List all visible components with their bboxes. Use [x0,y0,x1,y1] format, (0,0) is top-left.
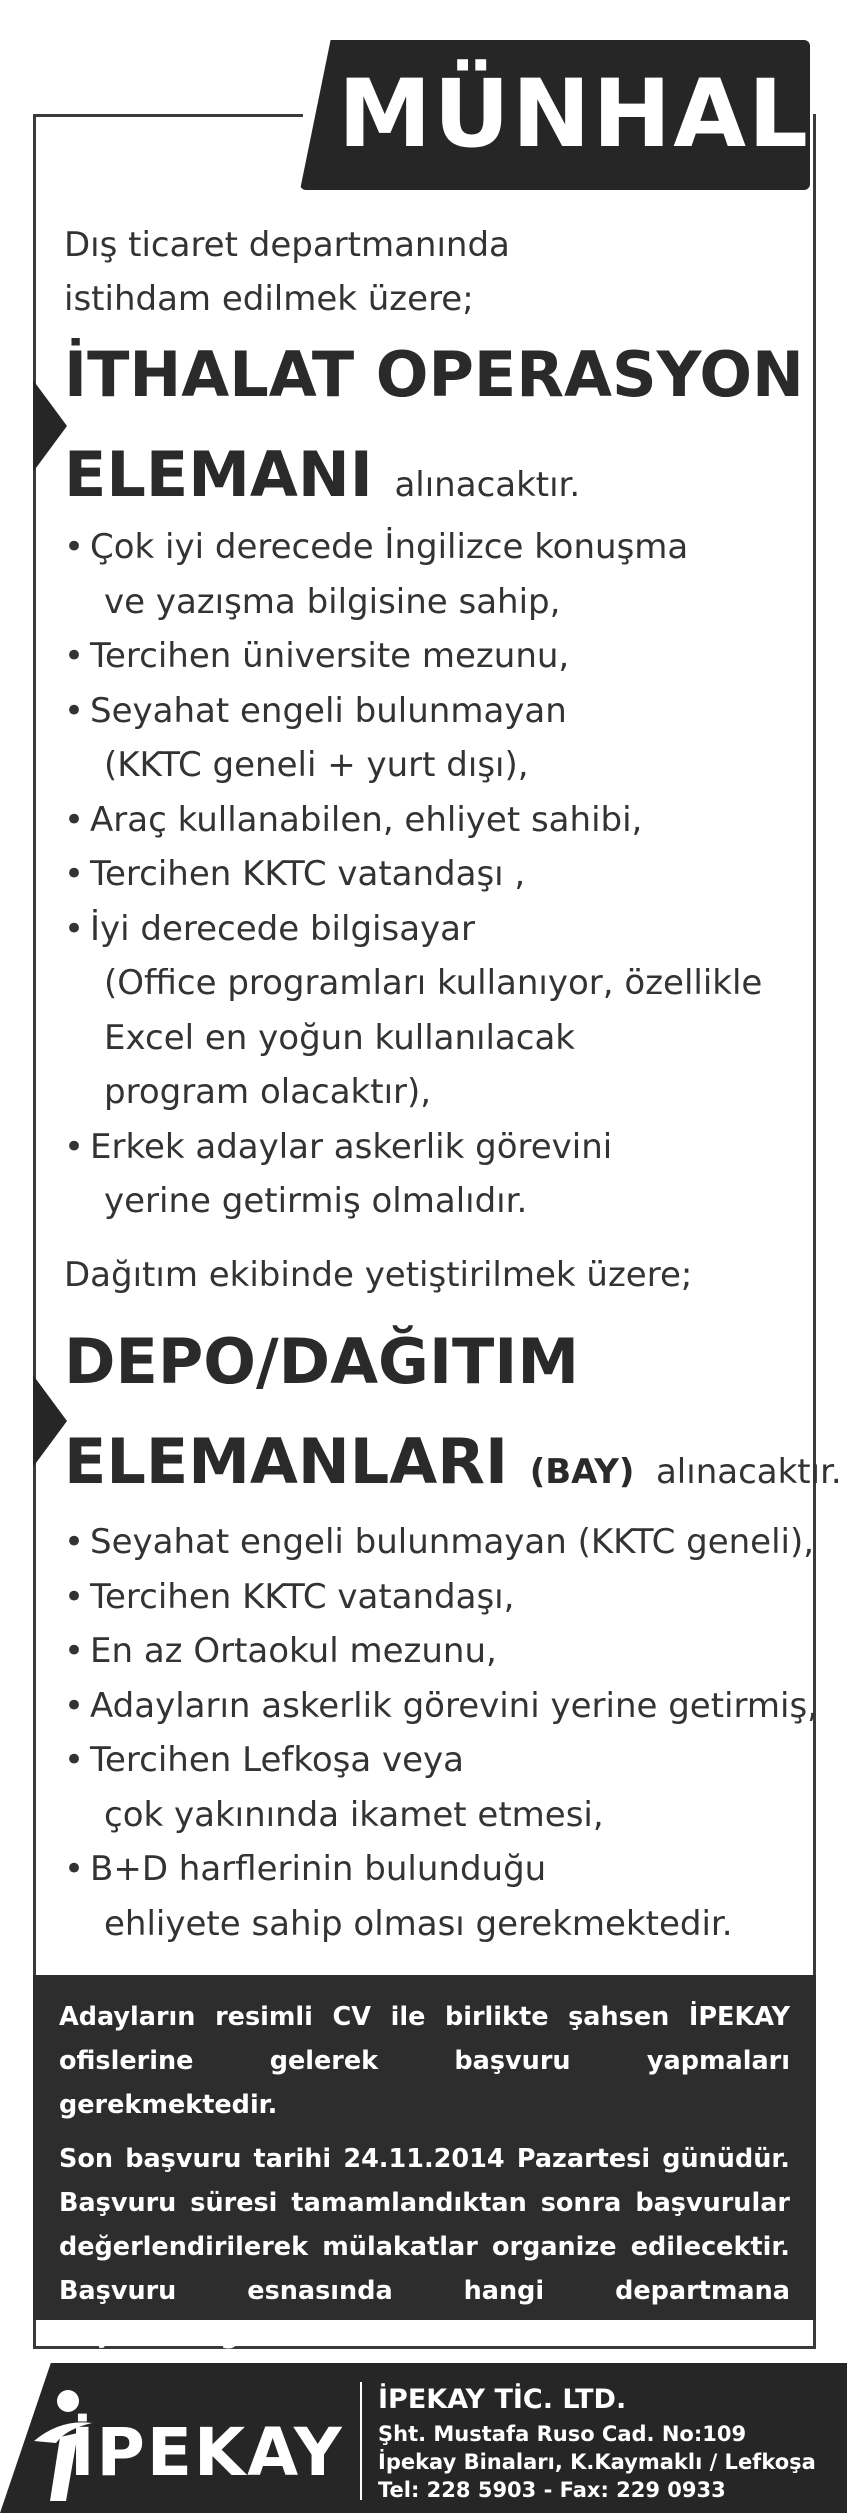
job2-intro: Dağıtım ekibinde yetiştirilmek üzere; [64,1255,693,1295]
job1-title-main: ELEMANI [64,438,373,511]
list-item: • Adayların askerlik görevini yerine getirmiş, [60,1679,818,1734]
list-item: • İyi derecede bilgisayar (Office programları kullanıyor, özellikle Excel en yoğun kullanılacak program olacaktır), [60,902,762,1120]
list-item: • En az Ortaokul mezunu, [60,1624,818,1679]
job1-intro [64,218,510,326]
job1-title-suffix: alınacaktır. [394,465,581,505]
page-title: MÜNHAL [338,60,810,169]
job1-title-line2 [64,425,580,535]
list-item: • Erkek adaylar askerlik görevini yerine getirmiş olmalıdır. [60,1120,762,1229]
job2-title-tag: (BAY) [529,1452,635,1492]
company-name: İPEKAY TİC. LTD. [378,2384,627,2415]
notice-paragraph-2: Son başvuru tarihi 24.11.2014 Pazartesi günüdür. Başvuru süresi tamamlandıktan sonra başvurular değerlendirilerek mülakatlar organize edilecektir. Başvuru esnasında hangi departmana başvurulduğu belirtilecektir. [59,2144,790,2350]
list-item: • Tercihen KKTC vatandaşı, [60,1570,818,1625]
company-address-line1: Şht. Mustafa Ruso Cad. No:109 [378,2422,747,2446]
company-contact: Tel: 228 5903 - Fax: 229 0933 [378,2478,726,2502]
job2-title-line2 [64,1412,842,1522]
logo-wordmark: İPEKAY [70,2414,344,2491]
list-item: • Seyahat engeli bulunmayan (KKTC geneli + yurt dışı), [60,684,762,793]
list-item: • Seyahat engeli bulunmayan (KKTC geneli), [60,1515,818,1570]
list-item: • Tercihen üniversite mezunu, [60,629,762,684]
list-item: • Araç kullanabilen, ehliyet sahibi, [60,793,762,848]
application-notice [33,1975,816,2350]
job2-title-line1: DEPO/DAĞITIM [64,1325,580,1398]
job1-requirements-list [60,520,762,1229]
job1-title-line1: İTHALAT OPERASYON [64,338,804,411]
job1-intro-line2: istihdam edilmek üzere; [64,279,474,319]
footer-divider [360,2382,362,2500]
frame-top-border [33,114,303,117]
section-marker-arrow [33,1375,67,1467]
list-item: • Tercihen KKTC vatandaşı , [60,847,762,902]
job1-intro-line1: Dış ticaret departmanında [64,225,510,265]
section-marker-arrow [33,380,67,472]
list-item: • B+D harflerinin bulunduğu ehliyete sahip olması gerekmektedir. [60,1842,818,1951]
job2-requirements-list [60,1515,818,1951]
job2-title-suffix: alınacaktır. [655,1452,842,1492]
job2-title-main: ELEMANLARI [64,1425,509,1498]
list-item: • Çok iyi derecede İngilizce konuşma ve yazışma bilgisine sahip, [60,520,762,629]
list-item: • Tercihen Lefkoşa veya çok yakınında ikamet etmesi, [60,1733,818,1842]
notice-paragraph-1: Adayların resimli CV ile birlikte şahsen İPEKAY ofislerine gelerek başvuru yapmaları gerekmektedir. [59,2002,790,2120]
company-info [378,2380,816,2504]
company-address-line2: İpekay Binaları, K.Kaymaklı / Lefkoşa [378,2450,816,2474]
company-logo [30,2375,350,2505]
